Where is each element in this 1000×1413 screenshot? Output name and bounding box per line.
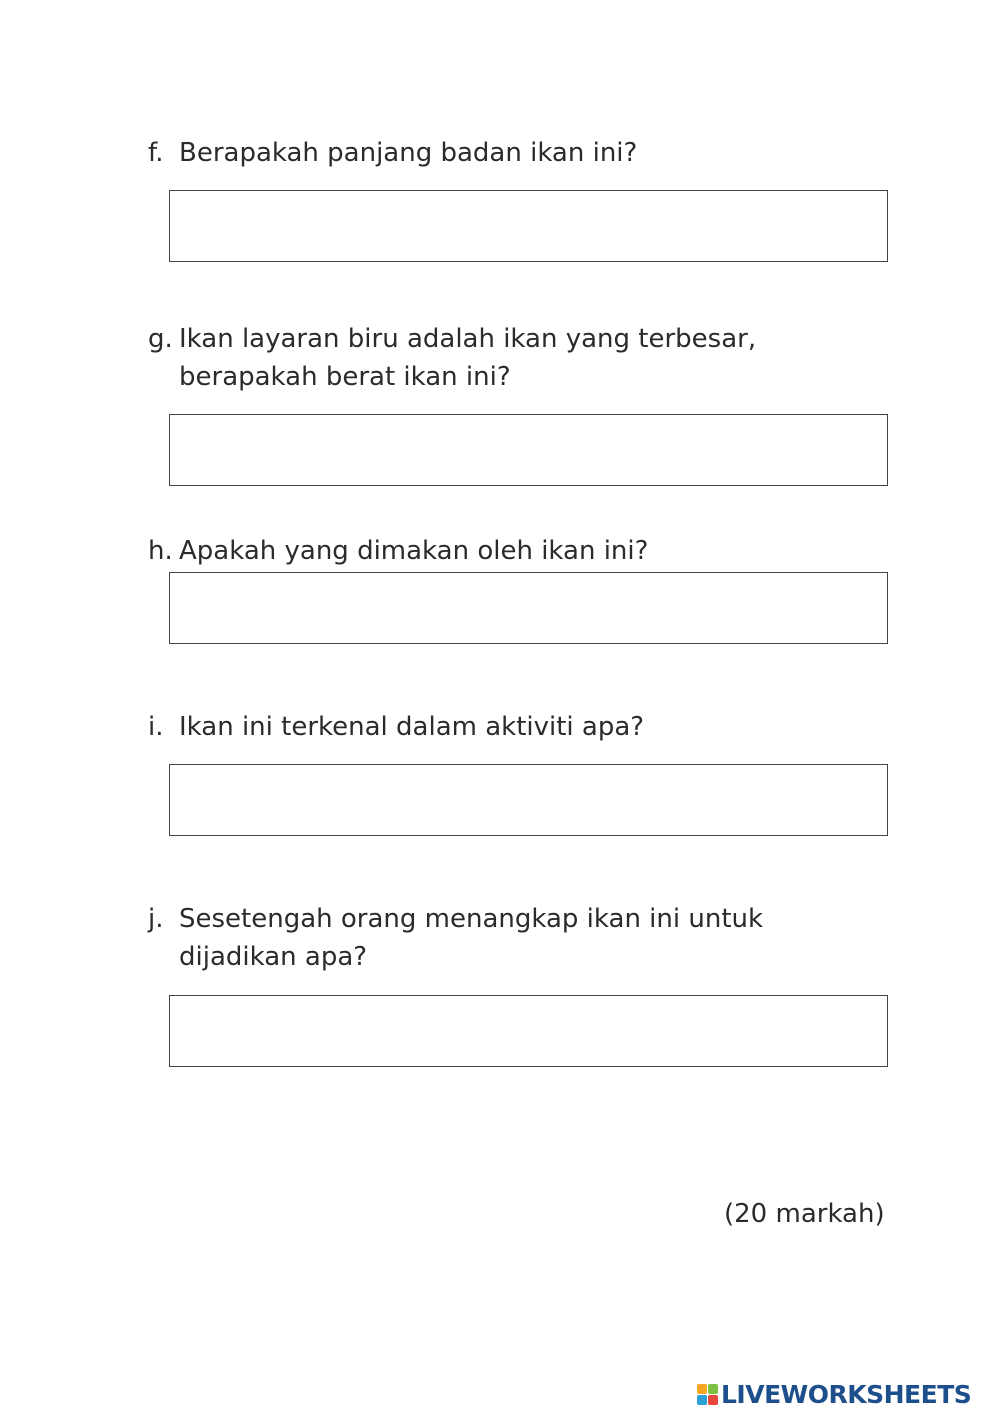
- question-letter: i.: [148, 712, 164, 742]
- logo-square-icon: [708, 1384, 718, 1394]
- question-i: [148, 708, 848, 746]
- question-text-line-1: Sesetengah orang menangkap ikan ini untuk: [179, 904, 764, 934]
- question-text: Apakah yang dimakan oleh ikan ini?: [179, 536, 649, 566]
- answer-input-h[interactable]: [169, 572, 888, 644]
- logo-square-icon: [708, 1395, 718, 1405]
- question-f: [148, 134, 848, 172]
- liveworksheets-logo: [697, 1377, 971, 1411]
- logo-text: LIVEWORKSHEETS: [721, 1379, 972, 1409]
- question-letter: f.: [148, 138, 164, 168]
- question-letter: j.: [148, 904, 164, 934]
- question-text-line-2: dijadikan apa?: [179, 942, 368, 972]
- question-letter: h.: [148, 536, 173, 566]
- question-text-line-1: Ikan layaran biru adalah ikan yang terbesar,: [179, 324, 757, 354]
- question-text: Ikan ini terkenal dalam aktiviti apa?: [179, 712, 645, 742]
- logo-square-icon: [697, 1384, 707, 1394]
- answer-input-f[interactable]: [169, 190, 888, 262]
- liveworksheets-logo-icon: [697, 1384, 718, 1405]
- question-h: [148, 532, 848, 570]
- total-marks: (20 markah): [724, 1199, 885, 1229]
- question-g: [148, 320, 848, 396]
- logo-square-icon: [697, 1395, 707, 1405]
- question-j: [148, 900, 848, 976]
- answer-input-j[interactable]: [169, 995, 888, 1067]
- question-text-line-2: berapakah berat ikan ini?: [179, 362, 511, 392]
- question-letter: g.: [148, 324, 173, 354]
- question-text: Berapakah panjang badan ikan ini?: [179, 138, 638, 168]
- answer-input-g[interactable]: [169, 414, 888, 486]
- answer-input-i[interactable]: [169, 764, 888, 836]
